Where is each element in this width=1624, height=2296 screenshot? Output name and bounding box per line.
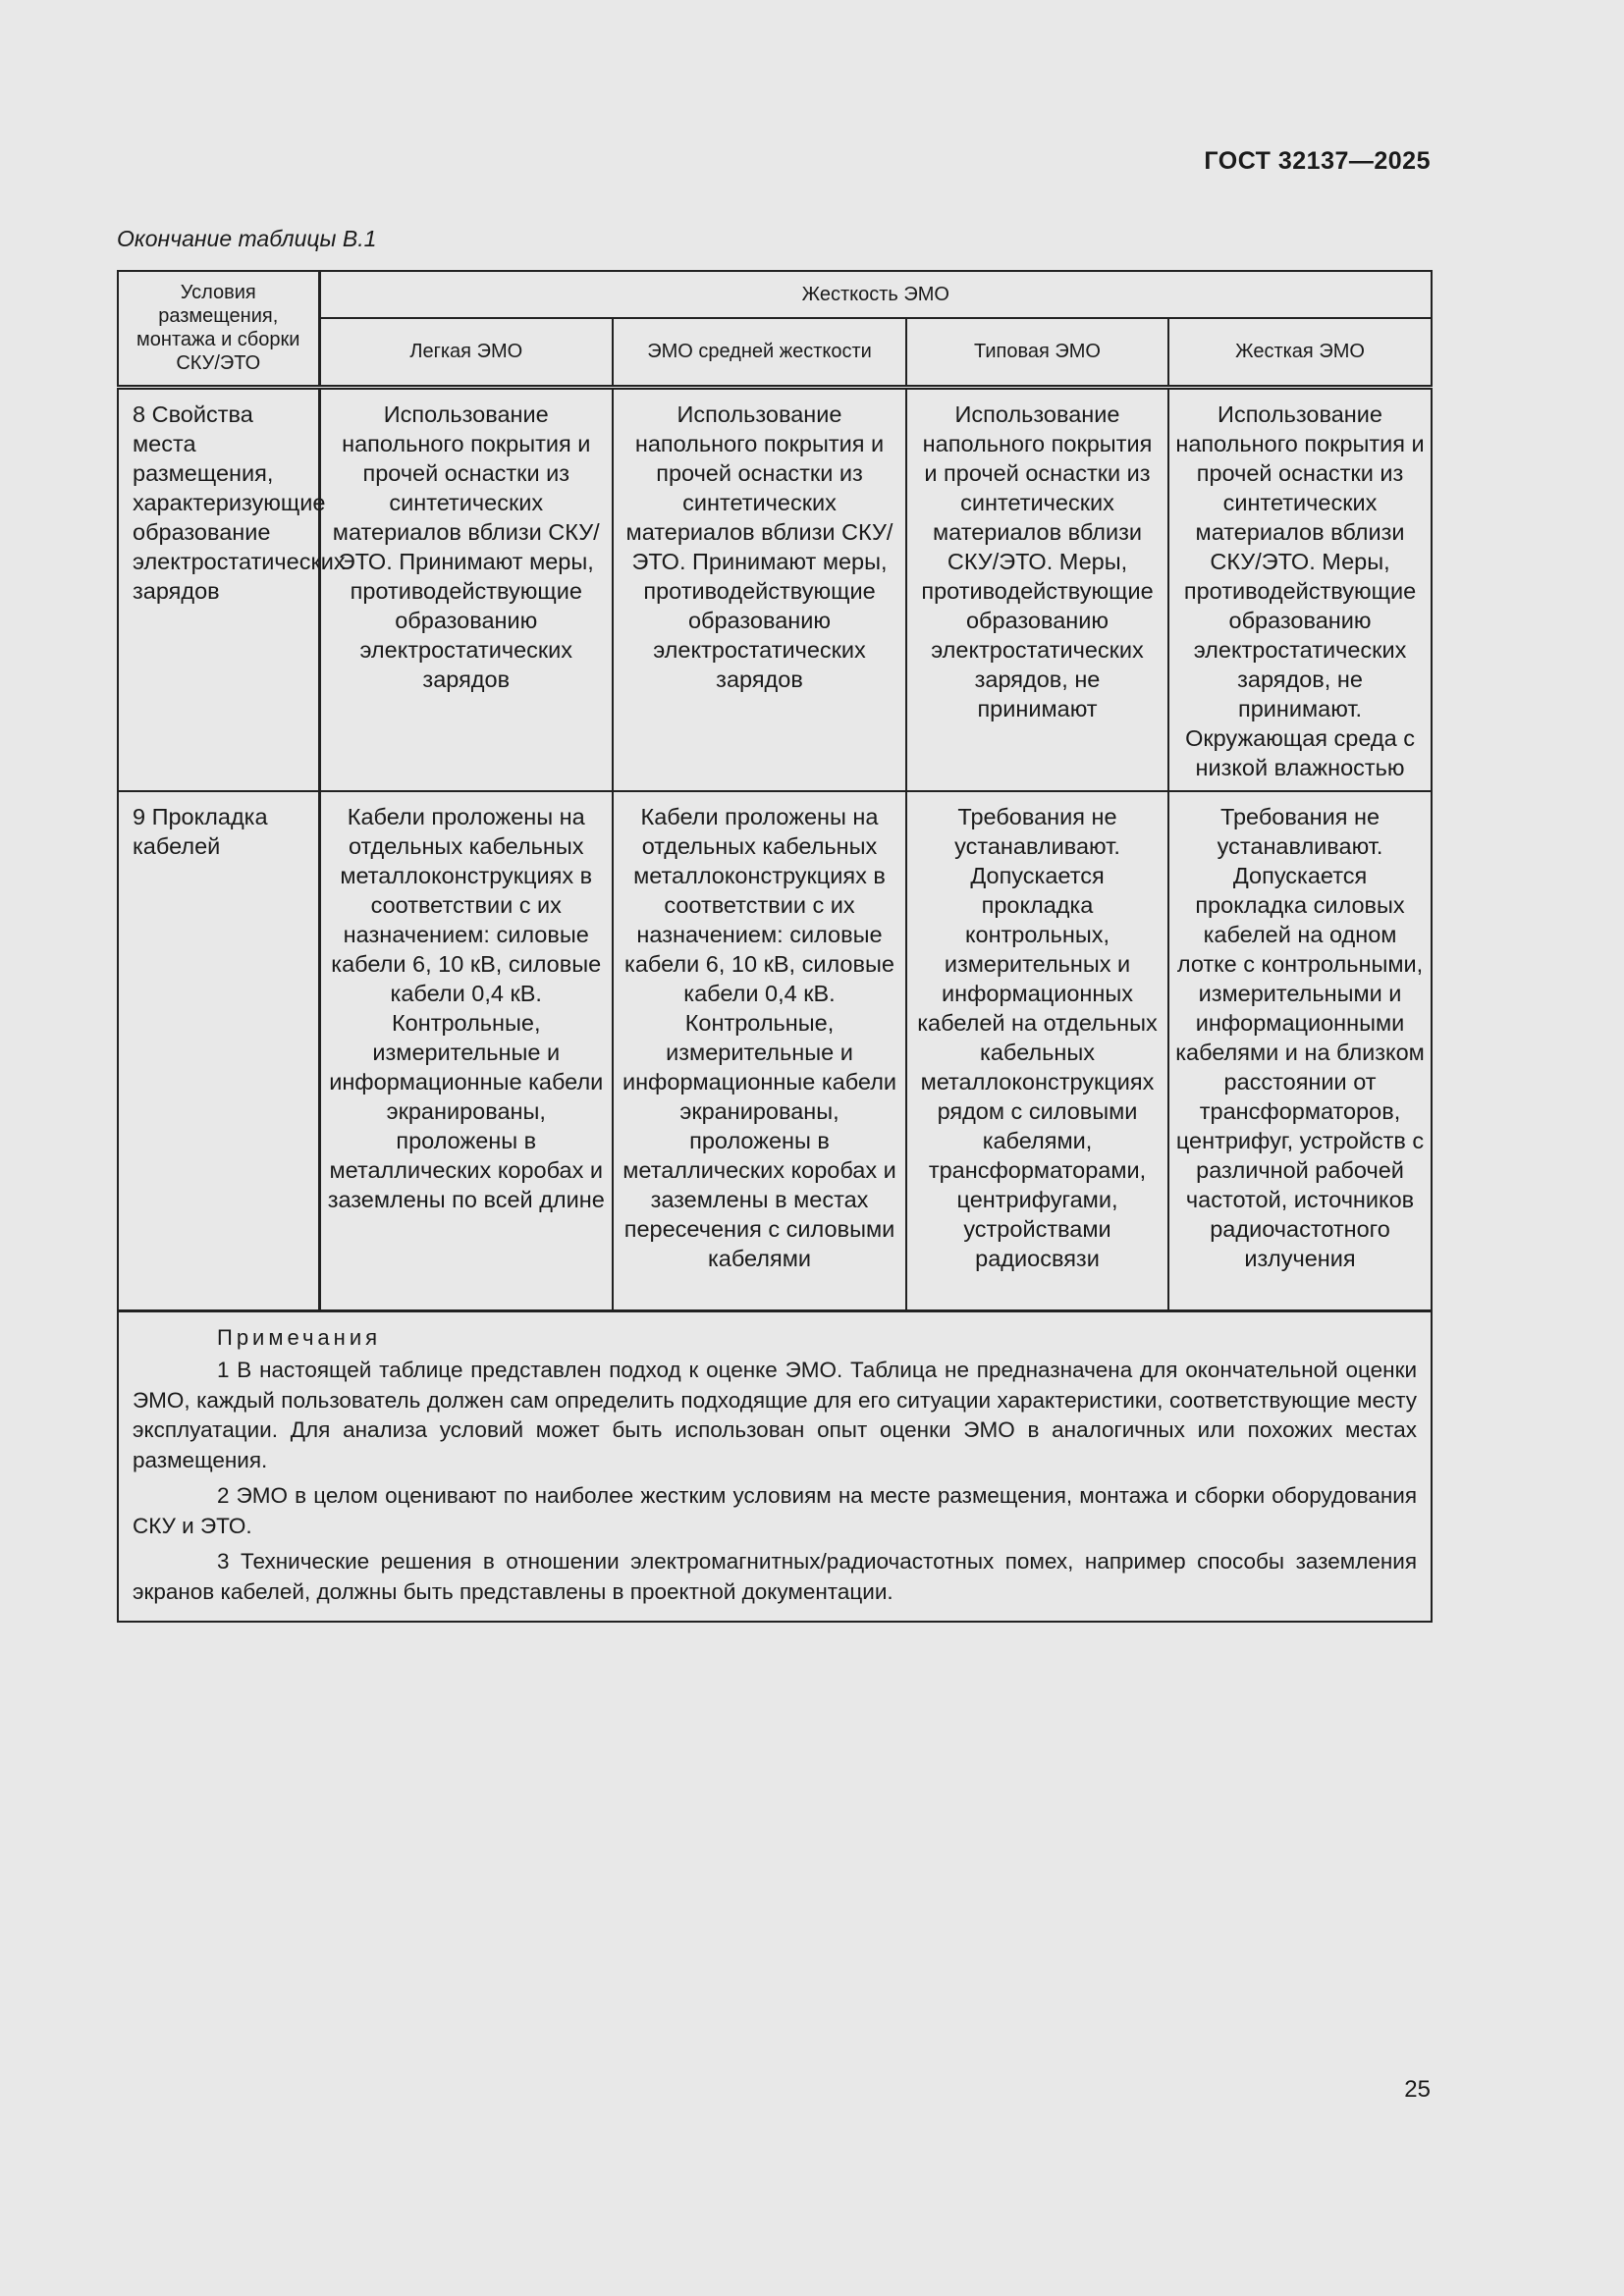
note-2: 2 ЭМО в целом оценивают по наиболее жестким условиям на месте размещения, монтажа и сборки оборудования СКУ и ЭТО. — [133, 1483, 1418, 1538]
header-emo-severity: Жесткость ЭМО — [319, 271, 1432, 318]
notes-row — [118, 1311, 1432, 1623]
header-conditions: Условия размещения, монтажа и сборки СКУ/ЭТО — [118, 271, 319, 387]
table-cell: Требования не устанавливают. Допускается прокладка контрольных, измерительных и информационных кабелей на отдельных кабельных металлоконструкциях рядом с силовыми кабелями, трансформаторами, центрифугами, устройствами радиосвязи — [906, 791, 1168, 1311]
document-code: ГОСТ 32137—2025 — [1204, 147, 1431, 175]
header-medium-emo: ЭМО средней жесткости — [613, 318, 906, 387]
table-caption: Окончание таблицы В.1 — [117, 226, 377, 251]
table-row — [118, 791, 1432, 1311]
notes-cell — [118, 1311, 1432, 1623]
row-label: 9 Прокладка кабелей — [118, 791, 319, 1311]
emo-table — [117, 270, 1433, 1623]
notes-title: Примечания — [217, 1325, 382, 1350]
row-label: 8 Свойства места размещения, характеризующие образование электростатических зарядов — [118, 387, 319, 791]
table-cell: Кабели проложены на отдельных кабельных металлоконструкциях в соответствии с их назначением: силовые кабели 6, 10 кВ, силовые кабели 0,4 кВ. Контрольные, измерительные и информационные кабели экранированы, проложены в металлических коробах и заземлены в местах пересечения с силовыми кабелями — [613, 791, 906, 1311]
table-cell: Использование напольного покрытия и прочей оснастки из синтетических материалов вблизи СКУ/ЭТО. Меры, противодействующие образованию электростатических зарядов, не принимают — [906, 387, 1168, 791]
table-cell: Кабели проложены на отдельных кабельных металлоконструкциях в соответствии с их назначением: силовые кабели 6, 10 кВ, силовые кабели 0,4 кВ. Контрольные, измерительные и информационные кабели экранированы, проложены в металлических коробах и заземлены по всей длине — [319, 791, 613, 1311]
table-cell: Использование напольного покрытия и прочей оснастки из синтетических материалов вблизи СКУ/ЭТО. Принимают меры, противодействующие образованию электростатических зарядов — [319, 387, 613, 791]
table-cell: Требования не устанавливают. Допускается прокладка силовых кабелей на одном лотке с контрольными, измерительными и информационными кабелями и на близком расстоянии от трансформаторов, центрифуг, устройств с различной рабочей частотой, источников радиочастотного излучения — [1168, 791, 1432, 1311]
header-hard-emo: Жесткая ЭМО — [1168, 318, 1432, 387]
note-3: 3 Технические решения в отношении электромагнитных/радиочастотных помех, например способы заземления экранов кабелей, должны быть представлены в проектной документации. — [133, 1549, 1418, 1604]
table-row — [118, 387, 1432, 791]
header-light-emo: Легкая ЭМО — [319, 318, 613, 387]
header-typical-emo: Типовая ЭМО — [906, 318, 1168, 387]
page-number: 25 — [1404, 2076, 1431, 2103]
table-cell: Использование напольного покрытия и прочей оснастки из синтетических материалов вблизи СКУ/ЭТО. Меры, противодействующие образованию электростатических зарядов, не принимают. Окружающая среда с низкой влажностью — [1168, 387, 1432, 791]
table-cell: Использование напольного покрытия и прочей оснастки из синтетических материалов вблизи СКУ/ЭТО. Принимают меры, противодействующие образованию электростатических зарядов — [613, 387, 906, 791]
note-1: 1 В настоящей таблице представлен подход к оценке ЭМО. Таблица не предназначена для окончательной оценки ЭМО, каждый пользователь должен сам определить подходящие для его ситуации характеристики, соответствующие месту эксплуатации. Для анализа условий может быть использован опыт оценки ЭМО в аналогичных или похожих местах размещения. — [133, 1358, 1418, 1472]
